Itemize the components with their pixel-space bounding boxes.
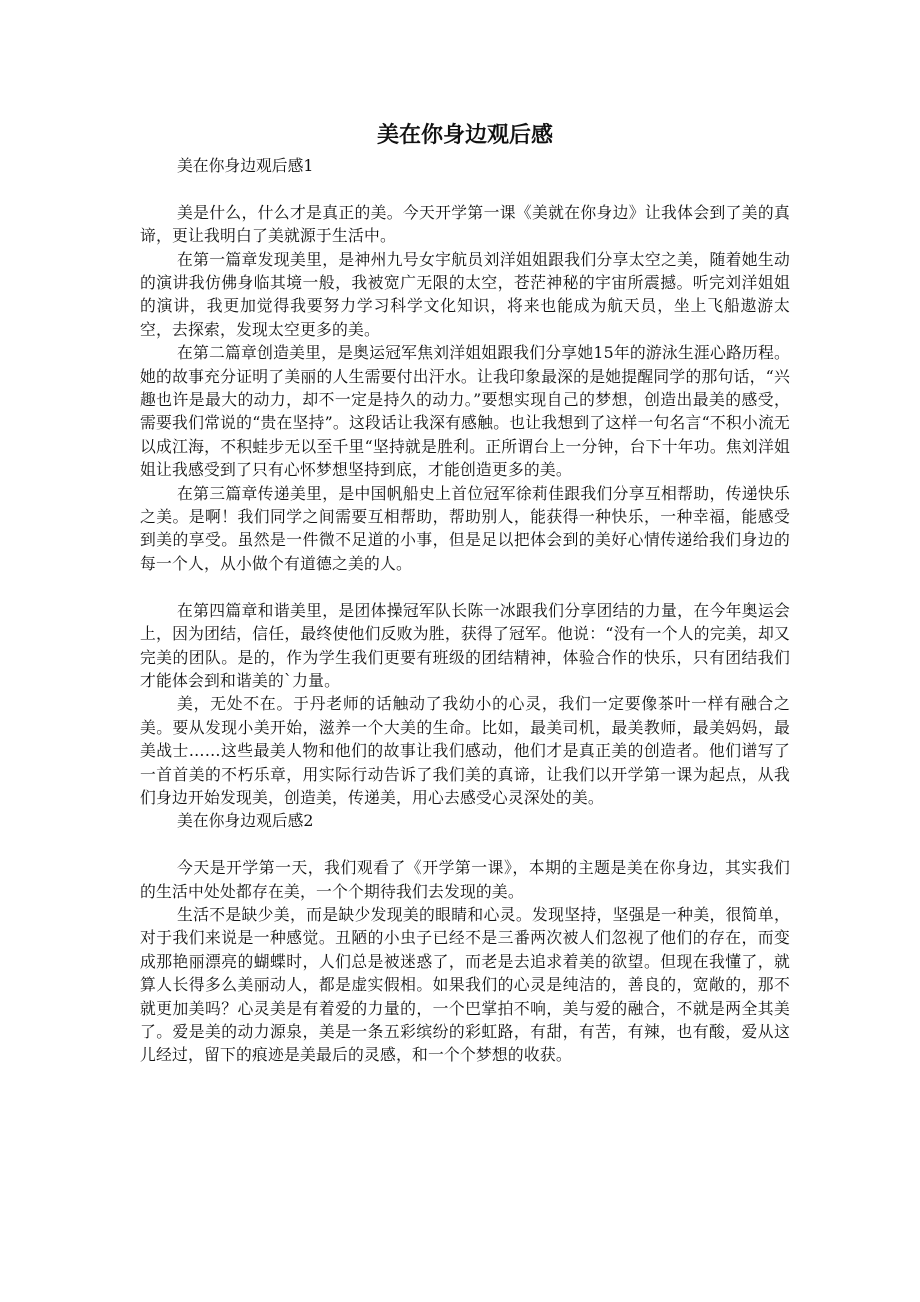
blank-line (140, 833, 790, 856)
paragraph: 美，无处不在。于丹老师的话触动了我幼小的心灵，我们一定要像茶叶一样有融合之美。要从发现小美开始，滋养一个大美的生命。比如，最美司机，最美教师，最美妈妈，最美战士……这些最美人物和他们的故事让我们感动，他们才是真正美的创造者。他们谱写了一首首美的不朽乐章，用实际行动告诉了我们美的真谛，让我们以开学第一课为起点，从我们身边开始发现美，创造美，传递美，用心去感受心灵深处的美。 (140, 694, 790, 807)
paragraph: 在第二篇章创造美里，是奥运冠军焦刘洋姐姐跟我们分享她15年的游泳生涯心路历程。她的故事充分证明了美丽的人生需要付出汗水。让我印象最深的是她提醒同学的那句话，“兴趣也许是最大的动力，却不一定是持久的动力。”要想实现自己的梦想，创造出最美的感受，需要我们常说的“贵在坚持”。这段话让我深有感触。也让我想到了这样一句名言“不积小流无以成江海，不积蛙步无以至千里“坚持就是胜利。正所谓台上一分钟，台下十年功。焦刘洋姐姐让我感受到了只有心怀梦想坚持到底，才能创造更多的美。 (140, 343, 790, 480)
paragraph: 在第一篇章发现美里，是神州九号女宇航员刘洋姐姐跟我们分享太空之美，随着她生动的演讲我仿佛身临其境一般，我被宽广无限的太空，苍茫神秘的宇宙所震撼。听完刘洋姐姐的演讲，我更加觉得我要努力学习科学文化知识，将来也能成为航天员，坐上飞船遨游太空，去探索，发现太空更多的美。 (140, 249, 790, 339)
blank-line (140, 177, 790, 200)
paragraph: 生活不是缺少美，而是缺少发现美的眼睛和心灵。发现坚持，坚强是一种美，很简单，对于我们来说是一种感觉。丑陋的小虫子已经不是三番两次被人们忽视了他们的存在，而变成那艳丽漂亮的蝴蝶时，人们总是被迷惑了，而老是去追求着美的欲望。但现在我懂了，就算人长得多么美丽动人，都是虚实假相。如果我们的心灵是纯洁的，善良的，宽敞的，那不就更加美吗？心灵美是有着爱的力量的，一个巴掌拍不响，美与爱的融合，不就是两全其美了。爱是美的动力源泉，美是一条五彩缤纷的彩虹路，有甜，有苦，有辣，也有酸，爱从这儿经过，留下的痕迹是美最后的灵感，和一个个梦想的收获。 (140, 904, 790, 1065)
paragraph: 今天是开学第一天，我们观看了《开学第一课》，本期的主题是美在你身边，其实我们的生活中处处都存在美，一个个期待我们去发现的美。 (140, 858, 790, 901)
section-heading-1: 美在你身边观后感1 (177, 156, 314, 175)
section-heading-2: 美在你身边观后感2 (177, 811, 314, 831)
paragraph: 美是什么，什么才是真正的美。今天开学第一课《美就在你身边》让我体会到了美的真谛，更让我明白了美就源于生活中。 (140, 202, 790, 246)
document-page (140, 118, 790, 1067)
blank-line (140, 575, 790, 598)
document-title: 美在你身边观后感 (376, 122, 553, 148)
paragraph: 在第四篇章和谐美里，是团体操冠军队长陈一冰跟我们分享团结的力量，在今年奥运会上，因为团结，信任，最终使他们反败为胜，获得了冠军。他说：“没有一个人的完美，却又完美的团队。是的，作为学生我们更要有班级的团结精神，体验合作的快乐，只有团结我们才能体会到和谐美的`力量。 (140, 600, 790, 690)
paragraph: 在第三篇章传递美里，是中国帆船史上首位冠军徐莉佳跟我们分享互相帮助，传递快乐之美。是啊！我们同学之间需要互相帮助，帮助别人，能获得一种快乐，一种幸福，能感受到美的享受。虽然是一件微不足道的小事，但是足以把体会到的美好心情传递给我们身边的每一个人，从小做个有道德之美的人。 (140, 483, 790, 573)
